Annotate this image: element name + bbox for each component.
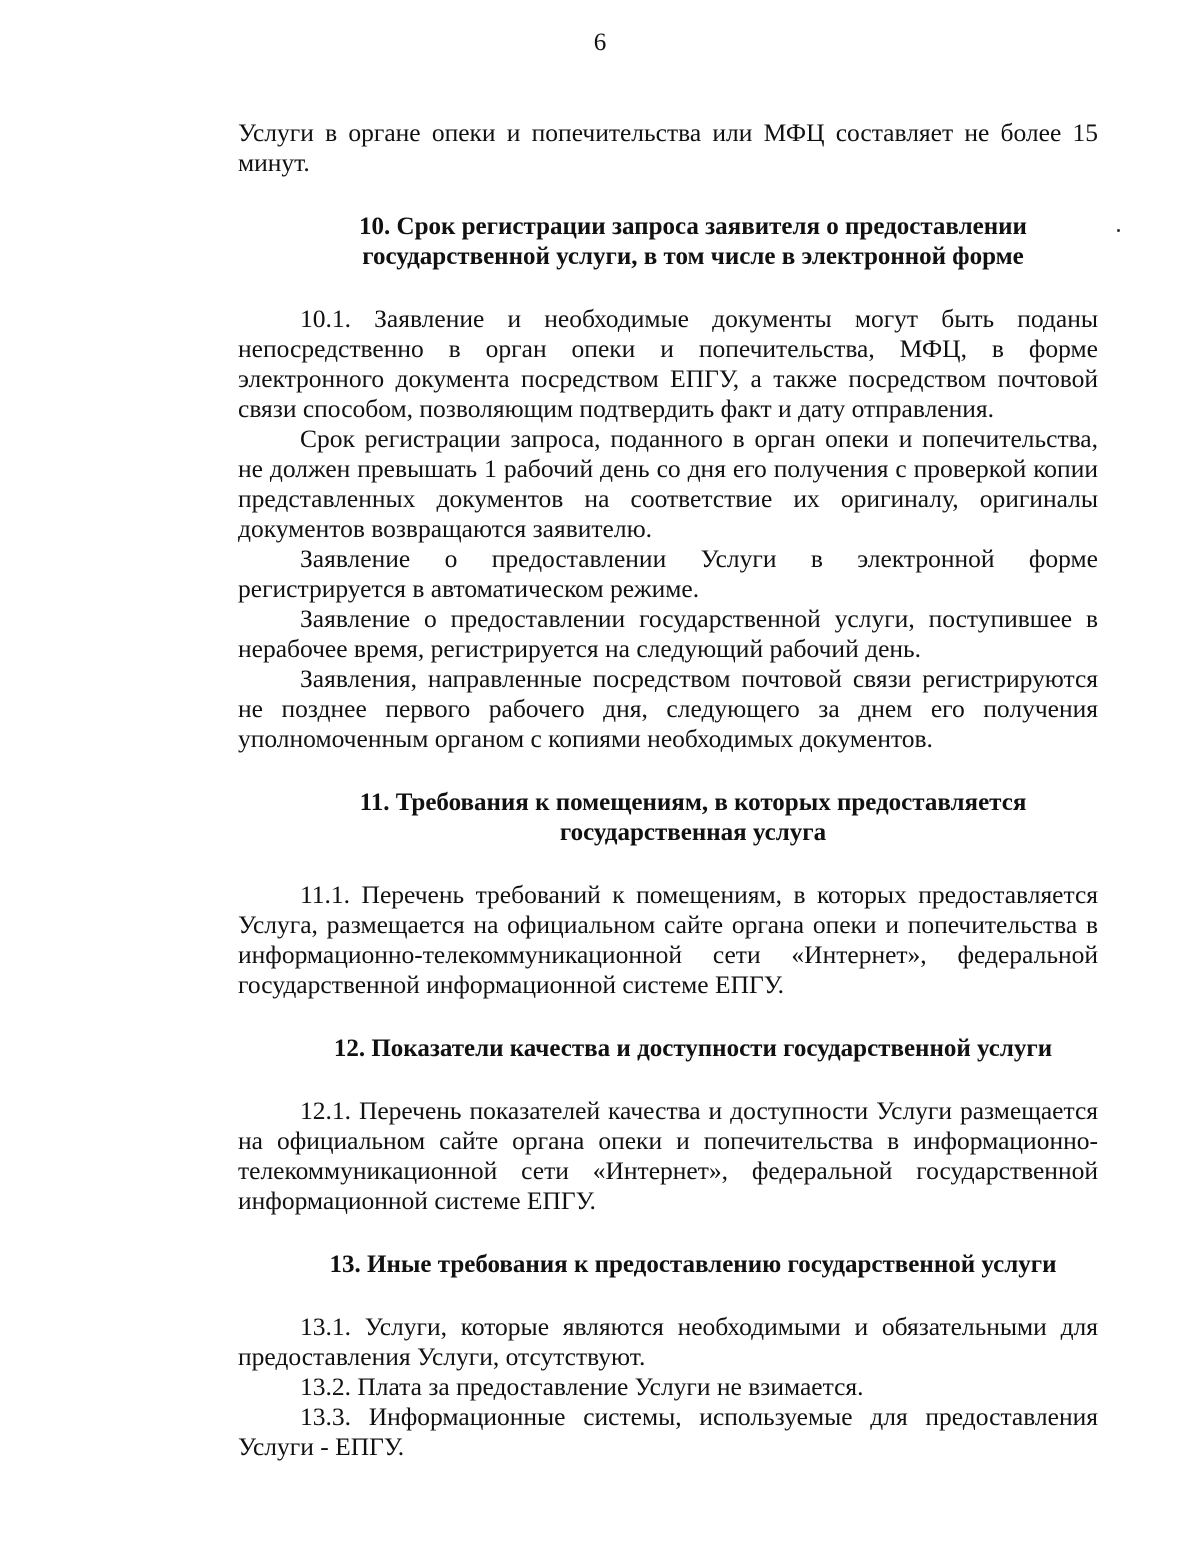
section-12-heading (238, 1034, 1098, 1064)
section-10-body (238, 304, 1098, 754)
section-10-heading-line-1: 10. Срок регистрации запроса заявителя о предоставлении (359, 213, 1027, 240)
section-11-heading-line-1: 11. Требования к помещениям, в которых предоставляется (359, 789, 1027, 816)
section-13-body (238, 1312, 1098, 1462)
paragraph-13-2: 13.2. Плата за предоставление Услуги не взимается. (300, 1372, 864, 1401)
section-10-heading (238, 212, 1098, 272)
section-10-heading-line-2: государственной услуги, в том числе в электронной форме (362, 243, 1024, 270)
section-11-heading-line-2: государственная услуга (559, 819, 827, 846)
section-12-heading-line: 12. Показатели качества и доступности государственной услуги (333, 1035, 1053, 1062)
paragraph-10-4: Заявление о предоставлении государственной услуги, поступившее в нерабочее время, регистрируется на следующий рабочий день. (238, 604, 1098, 663)
section-11-heading (238, 788, 1098, 848)
paragraph-13-3: 13.3. Информационные системы, используемые для предоставления Услуги - ЕПГУ. (238, 1402, 1098, 1461)
page-number: 6 (593, 29, 607, 56)
paragraph-12-1: 12.1. Перечень показателей качества и доступности Услуги размещается на официальном сайте органа опеки и попечительства в информационно-телекоммуникационной сети «Интернет», федеральной государственной информационной системе ЕПГУ. (238, 1096, 1098, 1215)
paragraph-11-1: 11.1. Перечень требований к помещениям, в которых предоставляется Услуга, размещается на официальном сайте органа опеки и попечительства в информационно-телекоммуникационной сети «Интернет», федеральной государственной информационной системе ЕПГУ. (238, 880, 1098, 999)
section-11-body (238, 880, 1098, 1000)
scan-speck (1117, 229, 1120, 232)
section-13-heading-line: 13. Иные требования к предоставлению государственной услуги (329, 1251, 1057, 1278)
section-12-body (238, 1096, 1098, 1216)
section-13-heading (238, 1250, 1098, 1280)
intro-paragraph: Услуги в органе опеки и попечительства или МФЦ составляет не более 15 минут. (238, 118, 1098, 177)
paragraph-13-1: 13.1. Услуги, которые являются необходимыми и обязательными для предоставления Услуги, отсутствуют. (238, 1312, 1098, 1371)
paragraph-10-2: Срок регистрации запроса, поданного в орган опеки и попечительства, не должен превышать 1 рабочий день со дня его получения с проверкой копии представленных документов на соответствие их оригиналу, оригиналы документов возвращаются заявителю. (238, 424, 1098, 543)
paragraph-10-1: 10.1. Заявление и необходимые документы могут быть поданы непосредственно в орган опеки и попечительства, МФЦ, в форме электронного документа посредством ЕПГУ, а также посредством почтовой связи способом, позволяющим подтвердить факт и дату отправления. (238, 304, 1098, 423)
paragraph-10-3: Заявление о предоставлении Услуги в электронной форме регистрируется в автоматическом режиме. (238, 544, 1098, 603)
document-body (238, 118, 1098, 1462)
paragraph-10-5: Заявления, направленные посредством почтовой связи регистрируются не позднее первого рабочего дня, следующего за днем его получения уполномоченным органом с копиями необходимых документов. (238, 664, 1098, 753)
